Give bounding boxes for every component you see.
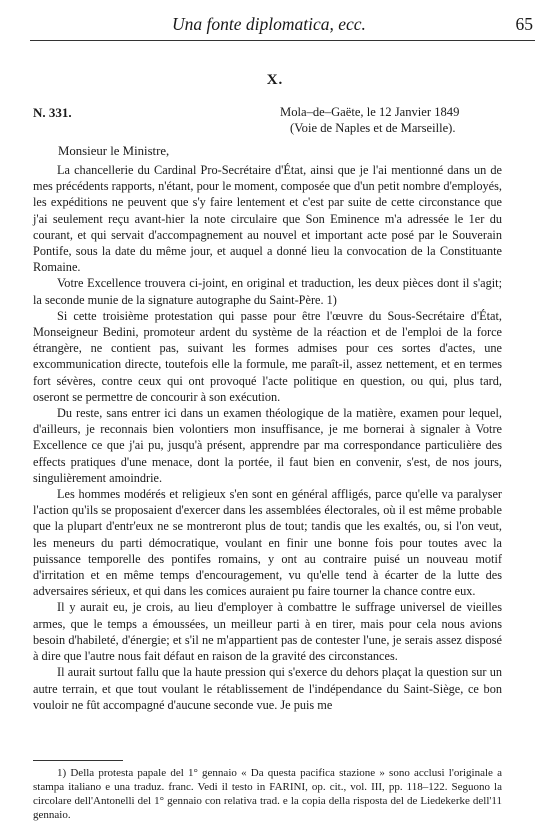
place-date: Mola–de–Gaëte, le 12 Janvier 1849 [280, 105, 460, 119]
paragraph: Les hommes modérés et religieux s'en sont en général affligés, parce qu'elle va paralyser l'action qu'ils se proposaient d'exercer dans les assemblées électorales, où il est même probable que la plupart d'entr'eux ne se montreront plus de tout; tandis que les exaltés, ou, si l'on veut, les meneurs du parti démocratique, voulant en finir une bonne fois pour toutes avec la puissance temporelle des pontifes romains, y ont au contraire puisé un nouveau motif d'irritation et en même temps d'encouragement, vu qu'elle tend à écarter de la lutte des adversaires sérieux, et qui dans les comices auraient pu faire tourner la chance contre eux. [33, 487, 502, 599]
running-title: Una fonte diplomatica, ecc. [172, 14, 366, 34]
paragraph: La chancellerie du Cardinal Pro-Secrétaire d'État, ainsi que je l'ai mentionné dans un de mes précédents rapports, n'étant, pour le moment, composée que d'un petit nombre d'employés, les expéditions ne peuvent que s'y faire lentement et c'est par suite de cette circonstance que j'ai seulement reçu avant-hier la note circulaire que Son Eminence m'a adressée le 1er du courant, et qui servait d'accompagnement au nouvel et important acte posé par le Souverain Pontife, sous la date du même jour, et auquel a donné lieu la convocation de la Constituante Romaine. [33, 163, 502, 275]
page-number: 65 [515, 14, 533, 34]
paragraph: Votre Excellence trouvera ci-joint, en original et traduction, les deux pièces dont il s'agit; la seconde munie de la signature autographe du Saint-Père. 1) [33, 276, 502, 307]
header-rule [30, 40, 535, 41]
footnote: 1) Della protesta papale del 1° gennaio « Da questa pacifica stazione » sono acclusi l'originale a stampa italiano e una traduz. franc. Vedi il testo in FARINI, op. cit., vol. III, pp. 118–122. Seguono la circolare dell'Antonelli del 1° gennaio con relativa trad. e la copia della risposta del de Liedekerke dell'11 gennaio. [33, 767, 502, 821]
route-note: (Voie de Naples et de Marseille). [290, 121, 456, 135]
paragraph: Du reste, sans entrer ici dans un examen théologique de la matière, examen pour lequel, d'ailleurs, je reconnais bien volontiers mon insuffisance, je me bornerai à signaler à Votre Excellence ce que j'ai pu, jusqu'à présent, apprendre par ma correspondance particulière des effects pratiques d'une menace, dont la portée, il faut bien en convenir, s'est, de nos jours, singulièrement amoindrie. [33, 406, 502, 485]
footnote-rule [33, 760, 123, 761]
document-number: N. 331. [33, 105, 72, 120]
letter-body [33, 162, 502, 713]
paragraph: Si cette troisième protestation qui passe pour être l'œuvre du Sous-Secrétaire d'État, Monseigneur Bedini, promoteur ardent du système de la réaction et de l'emploi de la force étrangère, ne contient pas, suivant les formes admises pour ces sortes d'actes, une excommunication directe, toutefois elle la formule, me paraît-il, assez nettement, et en termes fort sévères, contre ceux qui ont provoqué l'acte politique en question, ou qui, plus tard, oseront se permettre de concourir à son exécution. [33, 308, 502, 404]
paragraph: Il y aurait eu, je crois, au lieu d'employer à combattre le suffrage universel de vieilles armes, que le temps a émoussées, un meilleur parti à en tirer, mais pour cela nous avions besoin d'habileté, d'énergie; et s'il ne m'appartient pas de contester l'une, je serais assez disposé à dire que l'autre nous fait défaut en raison de la gravité des circonstances. [33, 600, 502, 664]
section-heading: X. [266, 72, 284, 88]
dateline [280, 104, 510, 136]
salutation: Monsieur le Ministre, [58, 144, 170, 158]
paragraph: Il aurait surtout fallu que la haute pression qui s'exerce du dehors plaçat la question sur un autre terrain, et que tout voulant le rétablissement de l'indépendance du Saint-Siège, ce bon vouloir ne fût accompagné d'aucune seconde vue. Je puis me [33, 665, 502, 712]
running-header [30, 14, 535, 38]
